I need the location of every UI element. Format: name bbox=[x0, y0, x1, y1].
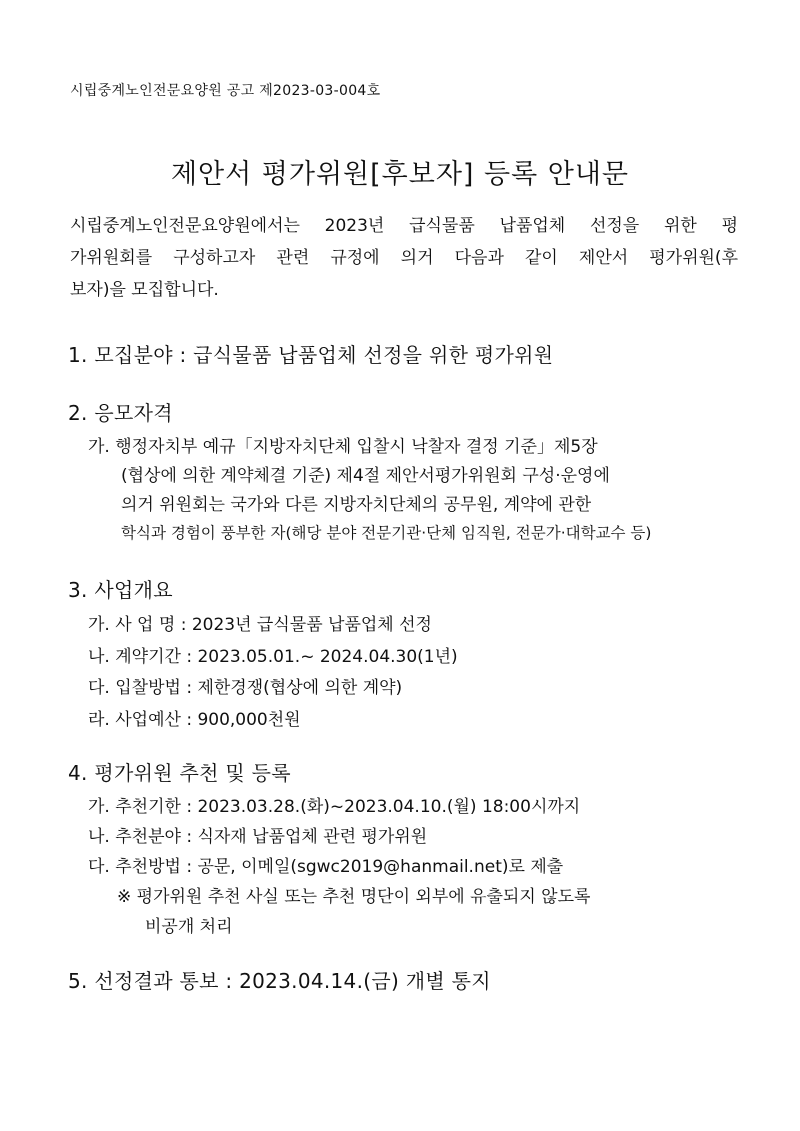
confidentiality-note: 비공개 처리 bbox=[145, 917, 233, 937]
registration-item: 다. 추천방법 : 공문, 이메일(sgwc2019@hanmail.net)로 제출 bbox=[88, 857, 564, 877]
intro-line: 보자)을 모집합니다. bbox=[70, 280, 219, 300]
registration-item: 나. 추천분야 : 식자재 납품업체 관련 평가위원 bbox=[88, 827, 428, 847]
qualification-line: 가. 행정자치부 예규「지방자치단체 입찰시 낙찰자 결정 기준」제5장 bbox=[88, 437, 598, 457]
section-2-heading: 2. 응모자격 bbox=[68, 401, 173, 425]
qualification-line: 의거 위원회는 국가와 다른 지방자치단체의 공무원, 계약에 관한 bbox=[121, 495, 592, 515]
intro-paragraph bbox=[70, 210, 738, 306]
intro-line: 시립중계노인전문요양원에서는 2023년 급식물품 납품업체 선정을 위한 평 bbox=[70, 216, 738, 236]
overview-item: 나. 계약기간 : 2023.05.01.~ 2024.04.30(1년) bbox=[88, 647, 458, 667]
section-4-heading: 4. 평가위원 추천 및 등록 bbox=[68, 761, 291, 785]
confidentiality-note: ※ 평가위원 추천 사실 또는 추천 명단이 외부에 유출되지 않도록 bbox=[117, 887, 591, 907]
section-5-heading: 5. 선정결과 통보 : 2023.04.14.(금) 개별 통지 bbox=[68, 969, 491, 993]
qualification-line: 학식과 경험이 풍부한 자(해당 분야 전문기관·단체 임직원, 전문가·대학교수 등) bbox=[121, 524, 652, 542]
section-1-heading: 1. 모집분야 : 급식물품 납품업체 선정을 위한 평가위원 bbox=[68, 343, 554, 367]
registration-item: 가. 추천기한 : 2023.03.28.(화)~2023.04.10.(월) 18:00시까지 bbox=[88, 797, 581, 817]
overview-item: 다. 입찰방법 : 제한경쟁(협상에 의한 계약) bbox=[88, 678, 403, 698]
intro-line: 가위원회를 구성하고자 관련 규정에 의거 다음과 같이 제안서 평가위원(후 bbox=[70, 248, 738, 268]
document-title: 제안서 평가위원[후보자] 등록 안내문 bbox=[170, 159, 630, 190]
overview-item: 라. 사업예산 : 900,000천원 bbox=[88, 710, 301, 730]
overview-item: 가. 사 업 명 : 2023년 급식물품 납품업체 선정 bbox=[88, 615, 432, 635]
notice-number: 시립중계노인전문요양원 공고 제2023-03-004호 bbox=[70, 83, 381, 99]
qualification-line: (협상에 의한 계약체결 기준) 제4절 제안서평가위원회 구성·운영에 bbox=[121, 466, 610, 486]
section-3-heading: 3. 사업개요 bbox=[68, 578, 173, 602]
